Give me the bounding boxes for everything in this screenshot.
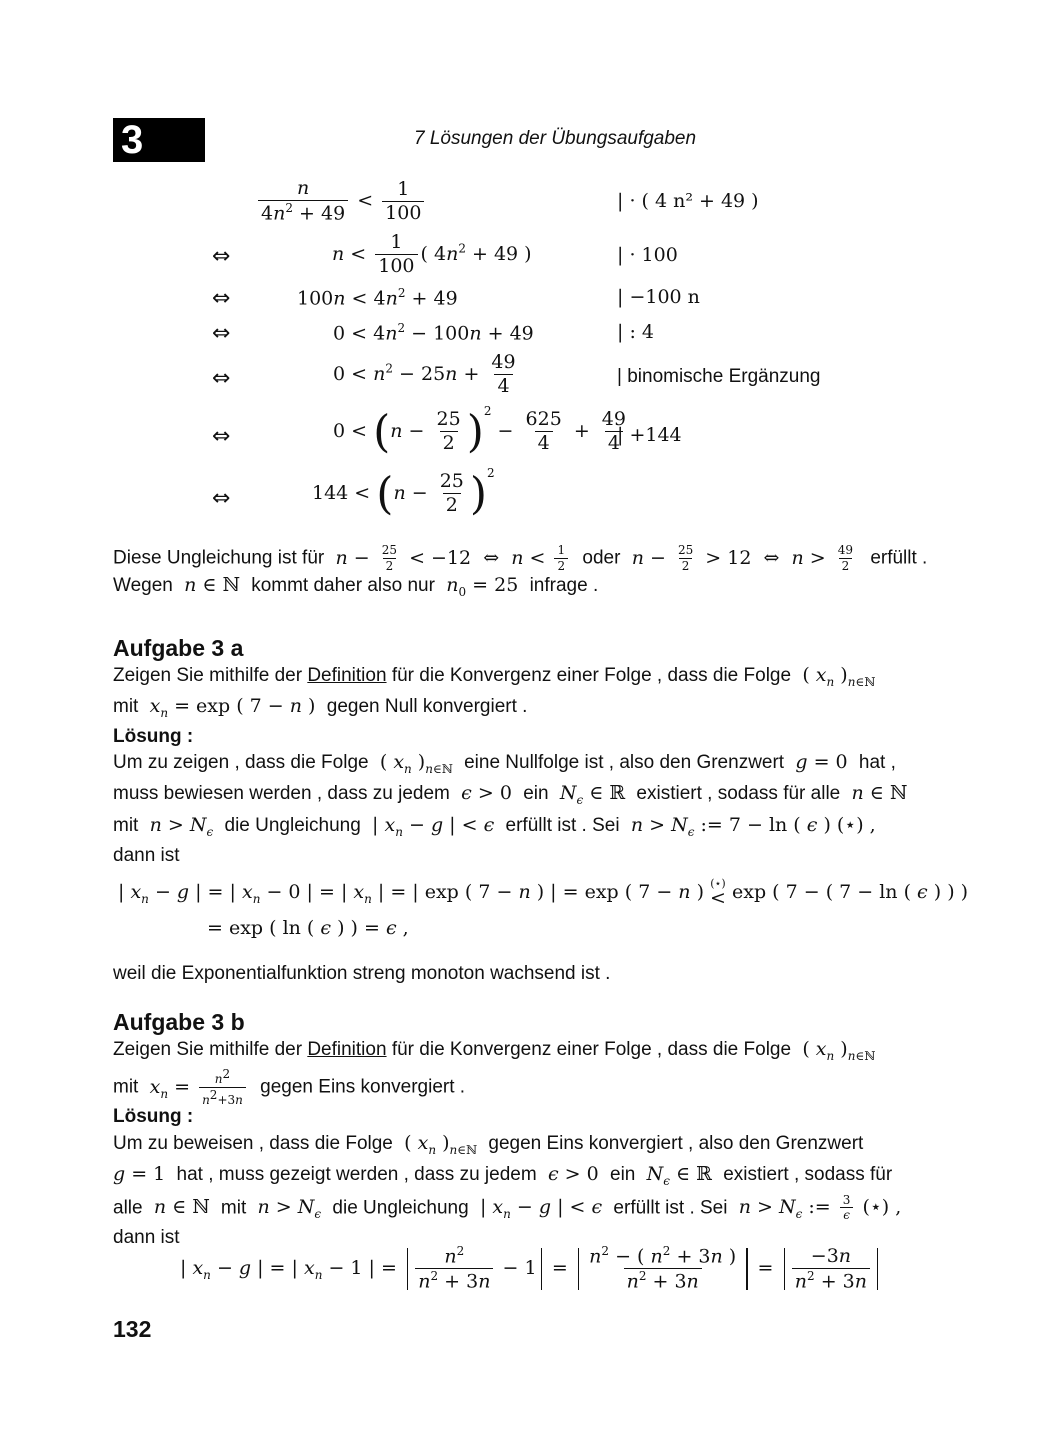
task-3a-statement: Zeigen Sie mithilfe der Definition für die Konvergenz einer Folge , dass die Folge ( $x_n$ )$_{n\in ℕ}$ mit $x_n = \exp$ ( 7 − n ) gegen Null konvergiert . — [113, 664, 876, 721]
equivalence-arrow: ⇔ — [212, 486, 231, 511]
task-3a-solution: Um zu zeigen , dass die Folge ( $x_n$ )$_{n\in ℕ}$ eine Nullfolge ist , also den Grenzwert g = 0 hat , muss bewiesen werden , dass zu jedem ϵ > 0 ein $N_\epsilon$ ∈ ℝ existiert , sodass für alle n ∈ ℕ mit $n > N_\epsilon$ die Ungleichung | $x_n - g$ | < ϵ erfüllt ist . Sei $n > N_\epsilon$ := 7 − ln ( ϵ ) (⋆) , dann ist — [113, 751, 908, 866]
equivalence-arrow: ⇔ — [212, 286, 231, 311]
equivalence-arrow: ⇔ — [212, 321, 231, 346]
derivation-annotation: | binomische Ergänzung — [617, 366, 821, 387]
task-3a-title: Aufgabe 3 a — [113, 635, 244, 661]
task-3b-solution: Um zu beweisen , dass die Folge ( $x_n$ )$_{n\in ℕ}$ gegen Eins konvergiert , also den Grenzwert g = 1 hat , muss gezeigt werden , dass zu jedem ϵ > 0 ein $N_\epsilon$ ∈ ℝ existiert , sodass für alle n ∈ ℕ mit $n > N_\epsilon$ die Ungleichung | $x_n - g$ | < ϵ erfüllt ist . Sei $n > N_\epsilon$ := $\frac{3}{\epsilon}$ (⋆) , dann ist — [113, 1132, 902, 1249]
task-3b-statement: Zeigen Sie mithilfe der Definition für die Konvergenz einer Folge , dass die Folge ( $x_n$ )$_{n\in ℕ}$ mit $x_n$ = $\frac{n^2}{n^2+3n}$ gegen Eins konvergiert . — [113, 1038, 876, 1108]
conclusion-paragraph: Diese Ungleichung ist für n − $\frac{25}{2}$ < −12 ⇔ n < $\frac{1}{2}$ oder n − $\frac{25}{2}$ > 12 ⇔ n > $\frac{49}{2}$ erfüllt . Wegen n ∈ ℕ kommt daher also nur $n_0 = 25$ infrage . — [113, 543, 928, 599]
derivation-line-3: $100n < 4n^2 + 49$ — [297, 286, 458, 310]
derivation-annotation: | −100 n — [617, 286, 700, 308]
task-3b-solution-label: Lösung : — [113, 1106, 194, 1127]
task-3b-equation: | $x_n - g$ | = | $x_n - 1$ | = $\frac{n^2}{n^2 + 3n}$ − 1 = $\frac{n^2 - ( n^2 + 3n )}{n^2 + 3n}$ = $\frac{-3n}{n^2 + 3n}$ — [180, 1245, 882, 1293]
fraction: $\frac{n}{4n^2 + 49}$ — [258, 178, 348, 225]
task-3a-equation-line-1: | $x_n - g$ | = | $x_n - 0$ | = | $x_n$ | = | exp ( 7 − n ) | = exp ( 7 − n ) (⋆) < exp ( 7 − ( 7 − ln ( ϵ ) ) ) — [118, 877, 969, 909]
derivation-annotation: | +144 — [617, 424, 682, 446]
task-3a-equation-line-2: = exp ( ln ( ϵ ) ) = ϵ , — [207, 917, 409, 939]
derivation-line-6: 0 < (n − $\frac{25}{2}$ )$^2$ − $\frac{625}{4}$ + $\frac{49}{4}$ — [333, 404, 626, 458]
derivation-line-4: $0 < 4n^2 - 100n + 49$ — [333, 321, 534, 345]
fraction: $\frac{1}{100}$ — [382, 179, 424, 225]
derivation-annotation: | : 4 — [617, 321, 654, 343]
equivalence-arrow: ⇔ — [212, 244, 231, 269]
derivation-line-7: 144 < (n − $\frac{25}{2}$ )$^2$ — [312, 466, 495, 520]
chapter-number-box — [113, 118, 205, 162]
equivalence-arrow: ⇔ — [212, 366, 231, 391]
definition-link[interactable]: Definition — [307, 665, 387, 686]
derivation-line-5: $0 < n^2 - 25n$ + $\frac{49}{4}$ — [333, 351, 516, 397]
task-3b-title: Aufgabe 3 b — [113, 1009, 245, 1035]
equivalence-arrow: ⇔ — [212, 424, 231, 449]
page-number: 132 — [113, 1316, 152, 1342]
derivation-annotation: | · 100 — [617, 244, 678, 266]
derivation-annotation: | · ( 4 n² + 49 ) — [617, 190, 759, 212]
chapter-number: 3 — [121, 118, 144, 162]
task-3a-solution-label: Lösung : — [113, 726, 194, 747]
task-3a-closing: weil die Exponentialfunktion streng monoton wachsend ist . — [113, 963, 611, 984]
derivation-line-2: n < $\frac{1}{100}$ ( $4n^2 + 49$ ) — [332, 231, 532, 277]
derivation-line-1: $\frac{n}{4n^2 + 49}$ < $\frac{1}{100}$ — [255, 178, 427, 225]
definition-link[interactable]: Definition — [307, 1039, 387, 1060]
running-head: 7 Lösungen der Übungsaufgaben — [414, 128, 697, 149]
